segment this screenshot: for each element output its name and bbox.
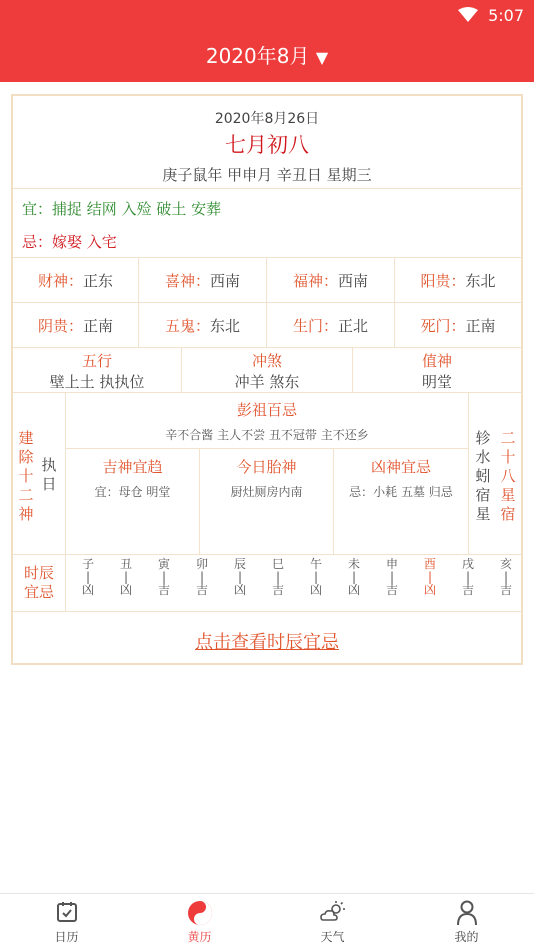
hours-label: 时辰 宜忌 [23, 564, 54, 601]
view-hours-link[interactable]: 点击查看时辰宜忌 [195, 632, 339, 653]
nav-weather[interactable]: 天气 [266, 894, 399, 949]
hour-item[interactable]: 寅 | 吉 [157, 557, 170, 597]
status-time: 5:07 [488, 5, 524, 25]
god-cell-shengmen: 生门：正北 [292, 317, 369, 335]
xiu-label: 二 十 八 星 宿 [500, 429, 516, 523]
lunar-date: 七月初八 [225, 133, 309, 157]
almanac-card [11, 94, 523, 665]
calendar-icon [55, 900, 79, 924]
weather-icon [319, 900, 347, 924]
hour-item-current[interactable]: 酉 | 凶 [423, 557, 436, 597]
nav-profile[interactable]: 我的 [400, 894, 533, 949]
chongsha-cell: 冲煞 冲羊 煞东 [234, 352, 300, 391]
hour-item[interactable]: 戌 | 吉 [461, 557, 474, 597]
xiongshen-section: 凶神宜忌 忌：小耗 五墓 归忌 [349, 458, 453, 499]
wuxing-cell: 五行 壁上土 执执位 [49, 352, 145, 391]
hours-row [66, 558, 521, 610]
dropdown-arrow-icon[interactable]: ▼ [315, 48, 329, 67]
month-picker[interactable] [0, 40, 534, 69]
hour-item[interactable]: 未 | 凶 [347, 557, 360, 597]
hour-item[interactable]: 申 | 吉 [385, 557, 398, 597]
wifi-icon [458, 7, 478, 23]
bottom-nav [0, 893, 534, 949]
hour-item[interactable]: 午 | 凶 [309, 557, 322, 597]
hour-item[interactable]: 卯 | 吉 [195, 557, 208, 597]
date-block [13, 96, 521, 188]
hour-item[interactable]: 亥 | 吉 [499, 557, 512, 597]
pengzu-section [66, 399, 468, 443]
hour-item[interactable]: 巳 | 吉 [271, 557, 284, 597]
god-cell-simen: 死门：正南 [420, 317, 496, 335]
hour-item[interactable]: 辰 | 凶 [233, 557, 246, 597]
yi-activities: 宜：捕捉 结网 入殓 破土 安葬 [22, 200, 222, 218]
god-cell-yingui: 阴贵：正南 [37, 317, 114, 335]
pengzu-title: 彭祖百忌 [236, 401, 297, 419]
person-icon [455, 900, 479, 926]
zhishen-cell: 值神 明堂 [421, 352, 452, 391]
nav-calendar[interactable]: 日历 [0, 894, 133, 949]
god-cell-fushen: 福神：西南 [292, 272, 369, 290]
god-cell-yanggui: 阳贵：东北 [420, 272, 496, 290]
yin-yang-icon [187, 900, 213, 926]
jishen-section: 吉神宜趋 宜：母仓 明堂 [94, 458, 171, 499]
hour-item[interactable]: 丑 | 凶 [119, 557, 132, 597]
pengzu-text: 辛不合酱 主人不尝 丑不冠带 主不还乡 [165, 428, 369, 442]
jianchu-value: 执 日 [41, 456, 57, 493]
status-bar [458, 5, 524, 25]
xiu-value: 轸 水 蚓 宿 星 [475, 429, 491, 523]
god-cell-xishen: 喜神：西南 [164, 272, 241, 290]
month-title[interactable]: 2020年8月 [205, 44, 310, 68]
jianchu-label: 建 除 十 二 神 [18, 429, 34, 523]
ganzhi-date: 庚子鼠年 甲申月 辛丑日 星期三 [162, 166, 372, 184]
hour-item[interactable]: 子 | 凶 [81, 557, 94, 597]
ji-activities: 忌：嫁娶 入宅 [22, 233, 117, 251]
god-cell-caishen: 财神：正东 [37, 272, 114, 290]
solar-date: 2020年8月26日 [214, 111, 320, 127]
nav-almanac[interactable]: 黄历 [133, 894, 266, 949]
god-cell-wugui: 五鬼：东北 [164, 317, 241, 335]
app-header [0, 0, 534, 82]
taishen-section: 今日胎神 厨灶厕房内南 [230, 458, 303, 499]
